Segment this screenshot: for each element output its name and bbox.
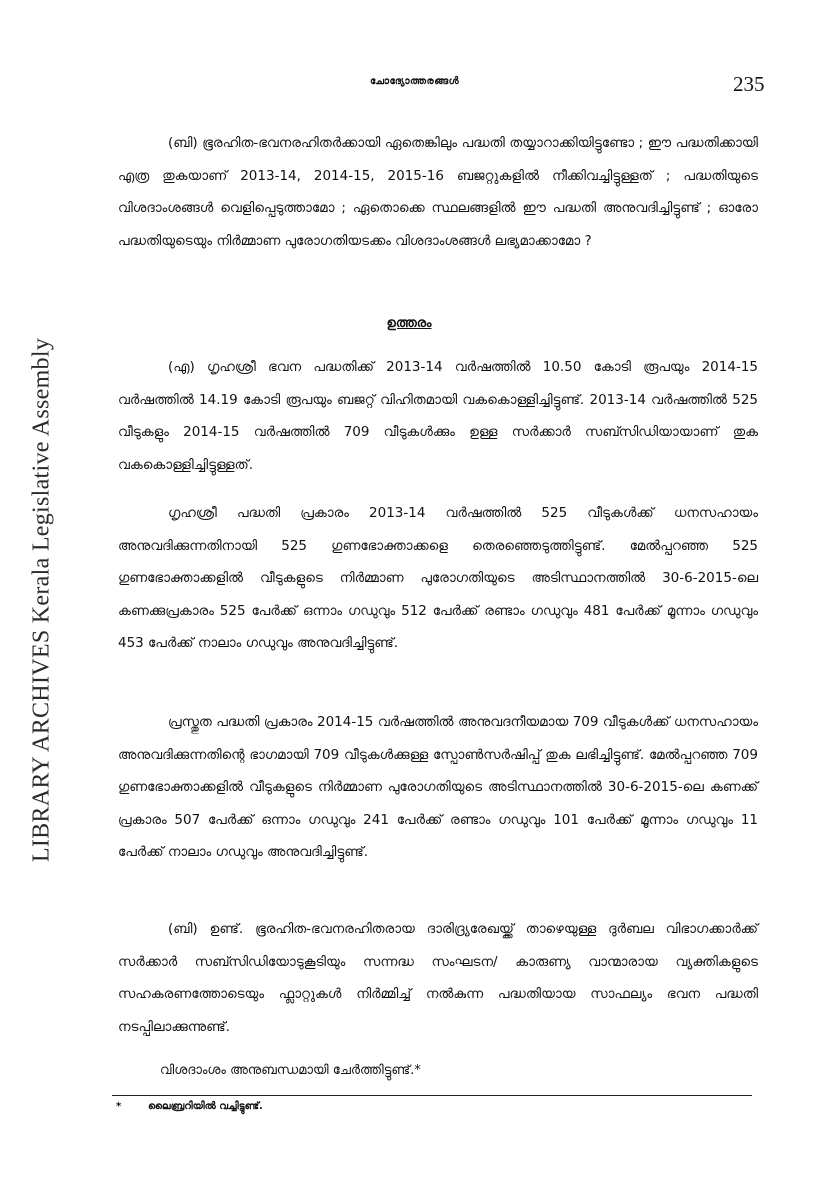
archive-watermark: LIBRARY ARCHIVES Kerala Legislative Assembly [28,337,55,863]
footnote-text: ലൈബ്രറിയിൽ വച്ചിട്ടുണ്ട്. [148,1101,263,1112]
answer-heading: ഉത്തരം [386,316,432,331]
answer-a-paragraph-3: പ്രസ്തുത പദ്ധതി പ്രകാരം 2014-15 വർഷത്തിൽ അനുവദനീയമായ 709 വീടുകൾക്ക് ധനസഹായം അനുവദിക്കുന്നതിന്റെ ഭാഗമായി 709 വീടുകൾക്കുള്ള സ്പോൺസർഷിപ്പ് തുക ലഭിച്ചിട്ടുണ്ട്. മേൽപ്പറഞ്ഞ 709 ഗുണഭോക്താക്കളിൽ വീടുകളുടെ നിർമ്മാണ പുരോഗതിയുടെ അടിസ്ഥാനത്തിൽ 30-6-2015-ലെ കണക്ക് പ്രകാരം 507 പേർക്ക് ഒന്നാം ഗഡുവും 241 പേർക്ക് രണ്ടാം ഗഡുവും 101 പേർക്ക് മൂന്നാം ഗഡുവും 11 പേർക്ക് നാലാം ഗഡുവും അനുവദിച്ചിട്ടുണ്ട്. [118,714,758,860]
page-number: 235 [733,72,765,96]
answer-a-paragraph-2: ഗൃഹശ്രീ പദ്ധതി പ്രകാരം 2013-14 വർഷത്തിൽ 525 വീടുകൾക്ക് ധനസഹായം അനുവദിക്കുന്നതിനായി 525 ഗുണഭോക്താക്കളെ തെരഞ്ഞെടുത്തിട്ടുണ്ട്. മേൽപ്പറഞ്ഞ 525 ഗുണഭോക്താക്കളിൽ വീടുകളുടെ നിർമ്മാണ പുരോഗതിയുടെ അടിസ്ഥാനത്തിൽ 30-6-2015-ലെ കണക്കുപ്രകാരം 525 പേർക്ക് ഒന്നാം ഗഡുവും 512 പേർക്ക് രണ്ടാം ഗഡുവും 481 പേർക്ക് മൂന്നാം ഗഡുവും 453 പേർക്ക് നാലാം ഗഡുവും അനുവദിച്ചിട്ടുണ്ട്. [118,505,758,651]
running-title: ചോദ്യോത്തരങ്ങൾ [370,76,460,87]
footnote-marker: * [116,1101,122,1112]
appendix-note: വിശദാംശം അനുബന്ധമായി ചേർത്തിട്ടുണ്ട്.* [160,1063,421,1078]
answer-a-paragraph-1: (എ) ഗൃഹശ്രീ ഭവന പദ്ധതിക്ക് 2013-14 വർഷത്തിൽ 10.50 കോടി രൂപയും 2014-15 വർഷത്തിൽ 14.19 കോടി രൂപയും ബജറ്റ് വിഹിതമായി വകകൊള്ളിച്ചിട്ടുണ്ട്. 2013-14 വർഷത്തിൽ 525 വീടുകളും 2014-15 വർഷത്തിൽ 709 വീടുകൾക്കും ഉള്ള സർക്കാർ സബ്സിഡിയായാണ് തുക വകകൊള്ളിച്ചിട്ടുള്ളത്. [118,359,758,473]
footnote [116,1101,263,1112]
footnote-divider [112,1095,752,1096]
question-paragraph: (ബി) ഭൂരഹിത-ഭവനരഹിതർക്കായി ഏതെങ്കിലും പദ്ധതി തയ്യാറാക്കിയിട്ടുണ്ടോ ; ഈ പദ്ധതിക്കായി എത്ര തുകയാണ് 2013-14, 2014-15, 2015-16 ബജറ്റുകളിൽ നീക്കിവച്ചിട്ടുള്ളത് ; പദ്ധതിയുടെ വിശദാംശങ്ങൾ വെളിപ്പെടുത്താമോ ; ഏതൊക്കെ സ്ഥലങ്ങളിൽ ഈ പദ്ധതി അനുവദിച്ചിട്ടുണ്ട് ; ഓരോ പദ്ധതിയുടെയും നിർമ്മാണ പുരോഗതിയടക്കം വിശദാംശങ്ങൾ ലഭ്യമാക്കാമോ ? [118,135,758,249]
answer-b-paragraph: (ബി) ഉണ്ട്. ഭൂരഹിത-ഭവനരഹിതരായ ദാരിദ്ര്യരേഖയ്ക്ക് താഴെയുള്ള ദുർബല വിഭാഗക്കാർക്ക് സർക്കാർ സബ്സിഡിയോടുകൂടിയും സന്നദ്ധ സംഘടന/ കാരുണ്യ വാന്മാരായ വ്യക്തികളുടെ സഹകരണത്തോടെയും ഫ്ലാറ്റുകൾ നിർമ്മിച്ച് നൽകുന്ന പദ്ധതിയായ സാഫല്യം ഭവന പദ്ധതി നടപ്പിലാക്കുന്നുണ്ട്. [118,921,758,1035]
